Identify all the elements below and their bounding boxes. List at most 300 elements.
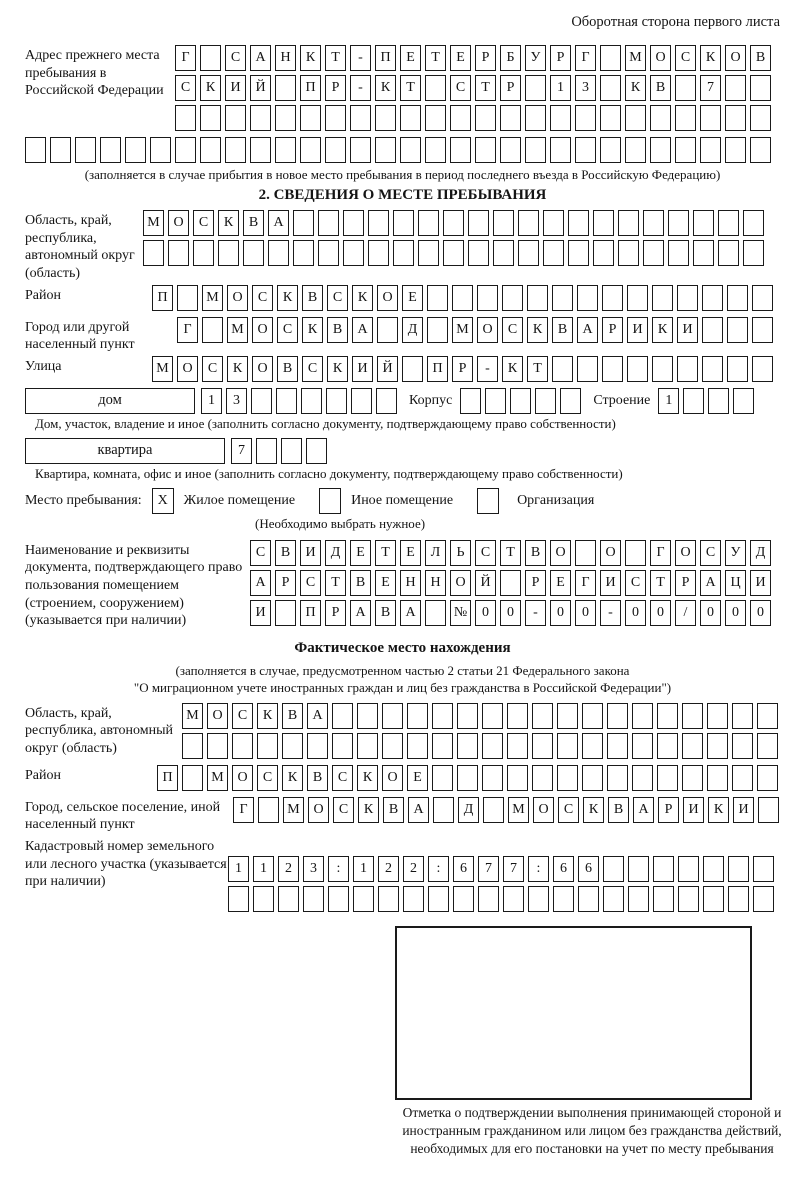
apartment-type-box[interactable]: квартира bbox=[25, 438, 225, 464]
form-cell[interactable]: - bbox=[600, 600, 621, 626]
form-cell[interactable]: Д bbox=[458, 797, 479, 823]
form-cell[interactable] bbox=[343, 240, 364, 266]
form-cell[interactable] bbox=[425, 600, 446, 626]
form-cell[interactable] bbox=[703, 856, 724, 882]
form-cell[interactable]: О bbox=[232, 765, 253, 791]
form-cell[interactable] bbox=[177, 285, 198, 311]
form-cell[interactable]: К bbox=[375, 75, 396, 101]
form-cell[interactable]: 0 bbox=[700, 600, 721, 626]
form-cell[interactable]: А bbox=[268, 210, 289, 236]
form-cell[interactable]: И bbox=[683, 797, 704, 823]
form-cell[interactable]: 7 bbox=[478, 856, 499, 882]
form-cell[interactable] bbox=[677, 285, 698, 311]
form-cell[interactable]: В bbox=[525, 540, 546, 566]
form-cell[interactable] bbox=[518, 210, 539, 236]
form-cell[interactable]: В bbox=[650, 75, 671, 101]
form-cell[interactable]: С bbox=[277, 317, 298, 343]
form-cell[interactable]: М bbox=[143, 210, 164, 236]
form-cell[interactable]: Н bbox=[275, 45, 296, 71]
form-cell[interactable]: И bbox=[627, 317, 648, 343]
form-cell[interactable] bbox=[728, 856, 749, 882]
form-cell[interactable]: Е bbox=[375, 570, 396, 596]
form-cell[interactable]: К bbox=[282, 765, 303, 791]
form-cell[interactable] bbox=[175, 137, 196, 163]
form-cell[interactable]: Г bbox=[650, 540, 671, 566]
form-cell[interactable] bbox=[332, 703, 353, 729]
form-cell[interactable] bbox=[643, 240, 664, 266]
form-cell[interactable]: Р bbox=[550, 45, 571, 71]
form-cell[interactable] bbox=[683, 388, 704, 414]
form-cell[interactable]: О bbox=[675, 540, 696, 566]
form-cell[interactable]: С bbox=[333, 797, 354, 823]
form-cell[interactable] bbox=[703, 886, 724, 912]
form-cell[interactable]: В bbox=[375, 600, 396, 626]
form-cell[interactable] bbox=[282, 733, 303, 759]
form-cell[interactable] bbox=[733, 388, 754, 414]
form-cell[interactable] bbox=[450, 137, 471, 163]
form-cell[interactable] bbox=[202, 317, 223, 343]
form-cell[interactable]: - bbox=[350, 75, 371, 101]
form-cell[interactable] bbox=[708, 388, 729, 414]
form-cell[interactable]: О bbox=[252, 356, 273, 382]
form-cell[interactable] bbox=[418, 240, 439, 266]
form-cell[interactable] bbox=[100, 137, 121, 163]
form-cell[interactable] bbox=[550, 105, 571, 131]
form-cell[interactable]: : bbox=[328, 856, 349, 882]
form-cell[interactable]: Г bbox=[575, 570, 596, 596]
form-cell[interactable] bbox=[168, 240, 189, 266]
form-cell[interactable] bbox=[600, 105, 621, 131]
form-cell[interactable]: К bbox=[527, 317, 548, 343]
form-cell[interactable]: П bbox=[300, 600, 321, 626]
form-cell[interactable]: С bbox=[257, 765, 278, 791]
form-cell[interactable]: И bbox=[225, 75, 246, 101]
form-cell[interactable]: И bbox=[677, 317, 698, 343]
form-cell[interactable]: О bbox=[725, 45, 746, 71]
form-cell[interactable] bbox=[607, 765, 628, 791]
form-cell[interactable] bbox=[303, 886, 324, 912]
form-cell[interactable] bbox=[275, 75, 296, 101]
form-cell[interactable] bbox=[427, 285, 448, 311]
form-cell[interactable]: Л bbox=[425, 540, 446, 566]
form-cell[interactable] bbox=[275, 105, 296, 131]
form-cell[interactable] bbox=[702, 356, 723, 382]
form-cell[interactable] bbox=[500, 570, 521, 596]
form-cell[interactable] bbox=[325, 105, 346, 131]
form-cell[interactable]: Р bbox=[500, 75, 521, 101]
form-cell[interactable]: Р bbox=[325, 75, 346, 101]
form-cell[interactable] bbox=[25, 137, 46, 163]
form-cell[interactable]: Ь bbox=[450, 540, 471, 566]
form-cell[interactable] bbox=[575, 137, 596, 163]
form-cell[interactable]: В bbox=[275, 540, 296, 566]
form-cell[interactable]: Р bbox=[475, 45, 496, 71]
form-cell[interactable]: К bbox=[200, 75, 221, 101]
form-cell[interactable] bbox=[328, 886, 349, 912]
form-cell[interactable] bbox=[518, 240, 539, 266]
form-cell[interactable] bbox=[427, 317, 448, 343]
form-cell[interactable]: В bbox=[608, 797, 629, 823]
form-cell[interactable]: С bbox=[232, 703, 253, 729]
form-cell[interactable]: Т bbox=[375, 540, 396, 566]
form-cell[interactable] bbox=[750, 75, 771, 101]
form-cell[interactable] bbox=[725, 75, 746, 101]
form-cell[interactable] bbox=[468, 210, 489, 236]
form-cell[interactable] bbox=[625, 105, 646, 131]
form-cell[interactable] bbox=[475, 105, 496, 131]
form-cell[interactable]: Г bbox=[233, 797, 254, 823]
form-cell[interactable] bbox=[657, 703, 678, 729]
form-cell[interactable] bbox=[425, 137, 446, 163]
form-cell[interactable] bbox=[727, 285, 748, 311]
form-cell[interactable] bbox=[732, 765, 753, 791]
form-cell[interactable]: Й bbox=[250, 75, 271, 101]
form-cell[interactable] bbox=[657, 733, 678, 759]
form-cell[interactable] bbox=[300, 105, 321, 131]
form-cell[interactable] bbox=[532, 733, 553, 759]
form-cell[interactable] bbox=[750, 137, 771, 163]
form-cell[interactable] bbox=[278, 886, 299, 912]
form-cell[interactable]: А bbox=[307, 703, 328, 729]
form-cell[interactable] bbox=[482, 733, 503, 759]
form-cell[interactable] bbox=[718, 240, 739, 266]
form-cell[interactable]: С bbox=[450, 75, 471, 101]
form-cell[interactable] bbox=[702, 317, 723, 343]
form-cell[interactable] bbox=[450, 105, 471, 131]
form-cell[interactable]: 0 bbox=[550, 600, 571, 626]
form-cell[interactable] bbox=[475, 137, 496, 163]
form-cell[interactable] bbox=[258, 797, 279, 823]
form-cell[interactable] bbox=[675, 105, 696, 131]
form-cell[interactable]: 0 bbox=[475, 600, 496, 626]
form-cell[interactable] bbox=[326, 388, 347, 414]
form-cell[interactable] bbox=[477, 285, 498, 311]
form-cell[interactable] bbox=[351, 388, 372, 414]
form-cell[interactable]: К bbox=[700, 45, 721, 71]
form-cell[interactable] bbox=[443, 240, 464, 266]
form-cell[interactable] bbox=[668, 210, 689, 236]
form-cell[interactable]: Р bbox=[275, 570, 296, 596]
form-cell[interactable] bbox=[275, 137, 296, 163]
form-cell[interactable]: Г bbox=[175, 45, 196, 71]
form-cell[interactable]: С bbox=[225, 45, 246, 71]
form-cell[interactable] bbox=[243, 240, 264, 266]
form-cell[interactable] bbox=[357, 733, 378, 759]
form-cell[interactable]: К bbox=[277, 285, 298, 311]
form-cell[interactable] bbox=[150, 137, 171, 163]
form-cell[interactable] bbox=[603, 886, 624, 912]
form-cell[interactable] bbox=[582, 765, 603, 791]
form-cell[interactable] bbox=[543, 210, 564, 236]
form-cell[interactable]: 2 bbox=[278, 856, 299, 882]
form-cell[interactable]: М bbox=[207, 765, 228, 791]
form-cell[interactable]: О bbox=[177, 356, 198, 382]
form-cell[interactable]: 1 bbox=[253, 856, 274, 882]
form-cell[interactable]: К bbox=[218, 210, 239, 236]
form-cell[interactable]: В bbox=[307, 765, 328, 791]
form-cell[interactable]: В bbox=[750, 45, 771, 71]
form-cell[interactable] bbox=[510, 388, 531, 414]
form-cell[interactable]: П bbox=[157, 765, 178, 791]
form-cell[interactable]: 2 bbox=[403, 856, 424, 882]
form-cell[interactable] bbox=[432, 765, 453, 791]
form-cell[interactable]: Т bbox=[325, 570, 346, 596]
form-cell[interactable]: Д bbox=[325, 540, 346, 566]
form-cell[interactable]: П bbox=[152, 285, 173, 311]
form-cell[interactable]: К bbox=[227, 356, 248, 382]
form-cell[interactable] bbox=[378, 886, 399, 912]
form-cell[interactable]: П bbox=[375, 45, 396, 71]
form-cell[interactable]: Р bbox=[658, 797, 679, 823]
form-cell[interactable] bbox=[193, 240, 214, 266]
form-cell[interactable] bbox=[453, 886, 474, 912]
form-cell[interactable] bbox=[603, 856, 624, 882]
form-cell[interactable]: С bbox=[252, 285, 273, 311]
form-cell[interactable] bbox=[678, 886, 699, 912]
form-cell[interactable]: 0 bbox=[725, 600, 746, 626]
form-cell[interactable]: Е bbox=[350, 540, 371, 566]
form-cell[interactable]: Е bbox=[402, 285, 423, 311]
form-cell[interactable] bbox=[500, 137, 521, 163]
form-cell[interactable]: О bbox=[533, 797, 554, 823]
form-cell[interactable]: К bbox=[327, 356, 348, 382]
form-cell[interactable] bbox=[433, 797, 454, 823]
house-type-box[interactable]: дом bbox=[25, 388, 195, 414]
form-cell[interactable] bbox=[250, 137, 271, 163]
form-cell[interactable] bbox=[485, 388, 506, 414]
form-cell[interactable] bbox=[400, 105, 421, 131]
form-cell[interactable]: С bbox=[327, 285, 348, 311]
form-cell[interactable]: М bbox=[182, 703, 203, 729]
form-cell[interactable] bbox=[607, 733, 628, 759]
form-cell[interactable] bbox=[693, 210, 714, 236]
form-cell[interactable] bbox=[432, 733, 453, 759]
form-cell[interactable]: О bbox=[477, 317, 498, 343]
form-cell[interactable] bbox=[725, 137, 746, 163]
form-cell[interactable] bbox=[532, 765, 553, 791]
form-cell[interactable] bbox=[752, 356, 773, 382]
form-cell[interactable]: И bbox=[352, 356, 373, 382]
form-cell[interactable] bbox=[682, 765, 703, 791]
form-cell[interactable]: 0 bbox=[625, 600, 646, 626]
form-cell[interactable] bbox=[632, 765, 653, 791]
form-cell[interactable] bbox=[393, 240, 414, 266]
form-cell[interactable] bbox=[575, 540, 596, 566]
form-cell[interactable]: С bbox=[250, 540, 271, 566]
form-cell[interactable] bbox=[200, 105, 221, 131]
form-cell[interactable]: А bbox=[352, 317, 373, 343]
form-cell[interactable]: - bbox=[477, 356, 498, 382]
form-cell[interactable]: Т bbox=[425, 45, 446, 71]
form-cell[interactable]: О bbox=[252, 317, 273, 343]
form-cell[interactable]: Г bbox=[177, 317, 198, 343]
form-cell[interactable] bbox=[628, 856, 649, 882]
form-cell[interactable] bbox=[482, 765, 503, 791]
form-cell[interactable]: А bbox=[250, 45, 271, 71]
form-cell[interactable] bbox=[375, 137, 396, 163]
form-cell[interactable] bbox=[677, 356, 698, 382]
form-cell[interactable]: И bbox=[750, 570, 771, 596]
form-cell[interactable]: - bbox=[525, 600, 546, 626]
form-cell[interactable]: К bbox=[357, 765, 378, 791]
form-cell[interactable] bbox=[575, 105, 596, 131]
form-cell[interactable]: К bbox=[352, 285, 373, 311]
form-cell[interactable]: 1 bbox=[228, 856, 249, 882]
form-cell[interactable]: В bbox=[350, 570, 371, 596]
form-cell[interactable] bbox=[628, 886, 649, 912]
form-cell[interactable] bbox=[507, 765, 528, 791]
form-cell[interactable] bbox=[368, 240, 389, 266]
form-cell[interactable] bbox=[693, 240, 714, 266]
form-cell[interactable] bbox=[457, 765, 478, 791]
form-cell[interactable]: 1 bbox=[658, 388, 679, 414]
form-cell[interactable] bbox=[443, 210, 464, 236]
form-cell[interactable]: О bbox=[207, 703, 228, 729]
form-cell[interactable]: И bbox=[600, 570, 621, 596]
form-cell[interactable] bbox=[75, 137, 96, 163]
form-cell[interactable] bbox=[225, 137, 246, 163]
form-cell[interactable] bbox=[743, 240, 764, 266]
form-cell[interactable] bbox=[428, 886, 449, 912]
form-cell[interactable]: О bbox=[550, 540, 571, 566]
checkbox-residential[interactable]: X bbox=[152, 488, 174, 514]
form-cell[interactable] bbox=[707, 703, 728, 729]
form-cell[interactable]: 2 bbox=[378, 856, 399, 882]
form-cell[interactable] bbox=[593, 240, 614, 266]
form-cell[interactable] bbox=[600, 75, 621, 101]
form-cell[interactable] bbox=[757, 703, 778, 729]
form-cell[interactable] bbox=[750, 105, 771, 131]
form-cell[interactable] bbox=[353, 886, 374, 912]
form-cell[interactable]: У bbox=[725, 540, 746, 566]
form-cell[interactable] bbox=[757, 765, 778, 791]
form-cell[interactable]: 1 bbox=[201, 388, 222, 414]
form-cell[interactable]: Д bbox=[402, 317, 423, 343]
form-cell[interactable]: У bbox=[525, 45, 546, 71]
form-cell[interactable] bbox=[500, 105, 521, 131]
form-cell[interactable] bbox=[407, 733, 428, 759]
form-cell[interactable] bbox=[182, 733, 203, 759]
form-cell[interactable]: Б bbox=[500, 45, 521, 71]
form-cell[interactable] bbox=[200, 45, 221, 71]
form-cell[interactable] bbox=[600, 137, 621, 163]
form-cell[interactable] bbox=[507, 733, 528, 759]
form-cell[interactable] bbox=[251, 388, 272, 414]
checkbox-organization[interactable] bbox=[477, 488, 499, 514]
form-cell[interactable] bbox=[382, 733, 403, 759]
form-cell[interactable] bbox=[403, 886, 424, 912]
form-cell[interactable] bbox=[625, 540, 646, 566]
form-cell[interactable] bbox=[293, 210, 314, 236]
form-cell[interactable] bbox=[368, 210, 389, 236]
form-cell[interactable]: 3 bbox=[575, 75, 596, 101]
form-cell[interactable]: А bbox=[633, 797, 654, 823]
form-cell[interactable] bbox=[218, 240, 239, 266]
form-cell[interactable]: К bbox=[302, 317, 323, 343]
form-cell[interactable] bbox=[306, 438, 327, 464]
form-cell[interactable] bbox=[402, 356, 423, 382]
form-cell[interactable] bbox=[675, 137, 696, 163]
form-cell[interactable] bbox=[557, 703, 578, 729]
form-cell[interactable] bbox=[752, 285, 773, 311]
form-cell[interactable] bbox=[502, 285, 523, 311]
form-cell[interactable] bbox=[593, 210, 614, 236]
form-cell[interactable]: С bbox=[625, 570, 646, 596]
form-cell[interactable]: С bbox=[700, 540, 721, 566]
form-cell[interactable] bbox=[225, 105, 246, 131]
form-cell[interactable]: С bbox=[302, 356, 323, 382]
form-cell[interactable]: Ц bbox=[725, 570, 746, 596]
form-cell[interactable] bbox=[268, 240, 289, 266]
form-cell[interactable] bbox=[503, 886, 524, 912]
form-cell[interactable]: 0 bbox=[575, 600, 596, 626]
form-cell[interactable]: О bbox=[600, 540, 621, 566]
form-cell[interactable]: С bbox=[193, 210, 214, 236]
form-cell[interactable] bbox=[602, 285, 623, 311]
form-cell[interactable]: Е bbox=[407, 765, 428, 791]
form-cell[interactable] bbox=[357, 703, 378, 729]
form-cell[interactable]: Е bbox=[400, 45, 421, 71]
form-cell[interactable] bbox=[143, 240, 164, 266]
form-cell[interactable] bbox=[700, 105, 721, 131]
form-cell[interactable] bbox=[343, 210, 364, 236]
form-cell[interactable] bbox=[618, 240, 639, 266]
form-cell[interactable] bbox=[382, 703, 403, 729]
form-cell[interactable]: Г bbox=[575, 45, 596, 71]
form-cell[interactable] bbox=[257, 733, 278, 759]
form-cell[interactable] bbox=[743, 210, 764, 236]
form-cell[interactable]: 1 bbox=[353, 856, 374, 882]
form-cell[interactable]: Р bbox=[325, 600, 346, 626]
form-cell[interactable] bbox=[532, 703, 553, 729]
form-cell[interactable] bbox=[627, 285, 648, 311]
form-cell[interactable] bbox=[550, 137, 571, 163]
form-cell[interactable] bbox=[553, 886, 574, 912]
form-cell[interactable] bbox=[425, 105, 446, 131]
form-cell[interactable] bbox=[125, 137, 146, 163]
form-cell[interactable]: В bbox=[552, 317, 573, 343]
form-cell[interactable]: П bbox=[427, 356, 448, 382]
form-cell[interactable]: О bbox=[450, 570, 471, 596]
form-cell[interactable] bbox=[418, 210, 439, 236]
form-cell[interactable] bbox=[275, 600, 296, 626]
form-cell[interactable] bbox=[300, 137, 321, 163]
form-cell[interactable]: А bbox=[250, 570, 271, 596]
form-cell[interactable] bbox=[652, 356, 673, 382]
form-cell[interactable]: 7 bbox=[231, 438, 252, 464]
form-cell[interactable]: В bbox=[243, 210, 264, 236]
form-cell[interactable] bbox=[375, 105, 396, 131]
form-cell[interactable] bbox=[568, 210, 589, 236]
form-cell[interactable]: 7 bbox=[503, 856, 524, 882]
form-cell[interactable] bbox=[543, 240, 564, 266]
form-cell[interactable]: Т bbox=[500, 540, 521, 566]
form-cell[interactable] bbox=[200, 137, 221, 163]
form-cell[interactable]: Т bbox=[325, 45, 346, 71]
form-cell[interactable]: М bbox=[625, 45, 646, 71]
form-cell[interactable] bbox=[50, 137, 71, 163]
form-cell[interactable] bbox=[678, 856, 699, 882]
form-cell[interactable]: 1 bbox=[550, 75, 571, 101]
form-cell[interactable]: : bbox=[528, 856, 549, 882]
form-cell[interactable]: Т bbox=[650, 570, 671, 596]
form-cell[interactable] bbox=[577, 285, 598, 311]
form-cell[interactable] bbox=[732, 733, 753, 759]
form-cell[interactable]: М bbox=[227, 317, 248, 343]
form-cell[interactable] bbox=[552, 356, 573, 382]
form-cell[interactable]: М bbox=[202, 285, 223, 311]
form-cell[interactable] bbox=[256, 438, 277, 464]
